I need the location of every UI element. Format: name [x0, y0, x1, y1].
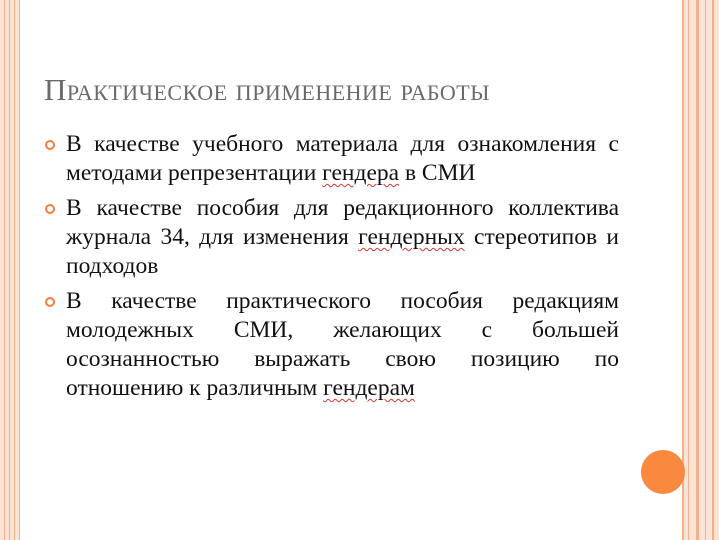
left-decorative-stripes: [0, 0, 20, 540]
slide-title: Практическое применение работы: [44, 72, 490, 107]
band-line: [705, 0, 706, 540]
orange-circle-decoration: [641, 450, 685, 494]
spellcheck-word: гендера: [322, 160, 400, 186]
spellcheck-word: гендерам: [323, 375, 415, 401]
band-line: [682, 0, 684, 540]
right-decorative-band: [682, 0, 719, 540]
stripe-line: [14, 0, 15, 540]
bullet-text-part: стереотипов и подходов: [66, 224, 619, 279]
stripe-line: [19, 0, 20, 540]
bullet-text: [66, 287, 619, 403]
bullet-item: [44, 130, 619, 188]
stripe-line: [9, 0, 10, 540]
circle-bullet-icon: [45, 297, 55, 307]
band-line: [688, 0, 689, 540]
bullet-item: [44, 287, 619, 403]
bullet-text-part: В качестве практического пособия редакциям молодежных СМИ, желающих с большей осознанностью выражать свою позицию по отношению к различным: [66, 288, 619, 401]
bullet-item: [44, 194, 619, 281]
stripe-line: [4, 0, 5, 540]
band-line: [712, 0, 714, 540]
bullet-text-part: В качестве учебного материала для ознакомления с методами репрезентации: [66, 131, 619, 186]
bullet-text: [66, 194, 619, 281]
circle-bullet-icon: [45, 140, 55, 150]
bullet-text: [66, 130, 619, 188]
bullet-text-part: В качестве пособия для редакционного коллектива журнала 34, для изменения: [66, 195, 619, 250]
band-line: [696, 0, 699, 540]
spellcheck-word: гендерных: [358, 224, 465, 250]
bullet-text-part: в СМИ: [399, 160, 476, 186]
bullet-list: [44, 130, 619, 409]
circle-bullet-icon: [45, 204, 55, 214]
